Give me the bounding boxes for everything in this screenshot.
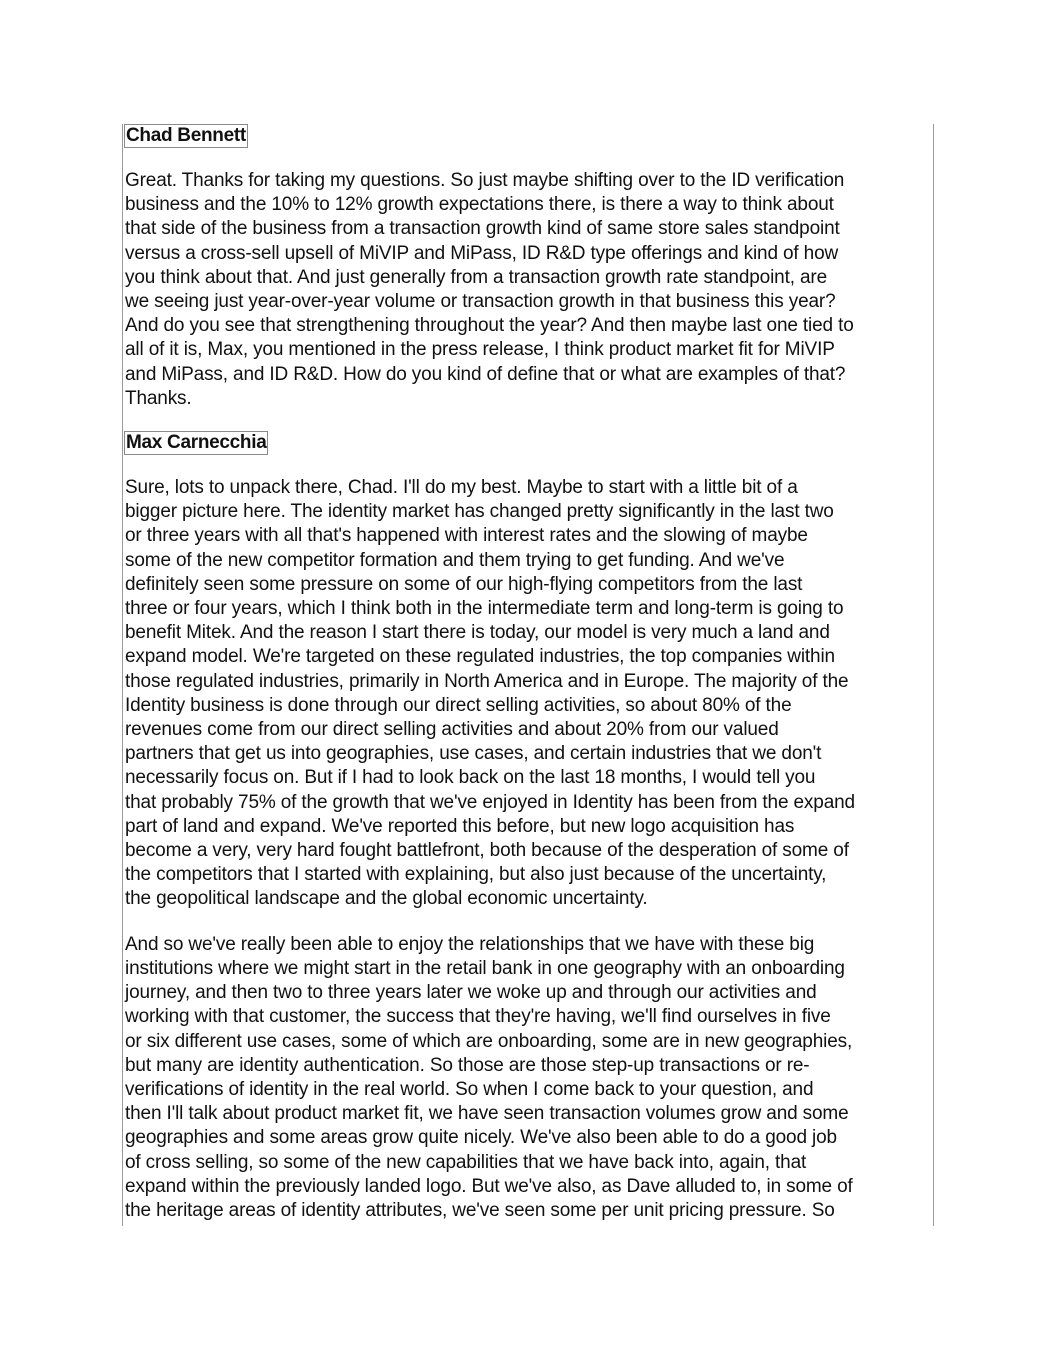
text-line: geographies and some areas grow quite nicely. We've also been able to do a good job: [125, 1127, 837, 1149]
text-line: journey, and then two to three years later we woke up and through our activities and: [125, 982, 817, 1004]
text-line: verifications of identity in the real world. So when I come back to your question, and: [125, 1078, 814, 1100]
text-line: bigger picture here. The identity market has changed pretty significantly in the last two: [125, 501, 834, 523]
text-line: but many are identity authentication. So those are those step-up transactions or re-: [125, 1054, 810, 1076]
text-line: the competitors that I started with explaining, but also just because of the uncertainty,: [125, 864, 827, 886]
text-line: of cross selling, so some of the new capabilities that we have back into, again, that: [125, 1151, 807, 1173]
text-line: the geopolitical landscape and the global economic uncertainty.: [125, 888, 648, 910]
text-line: we seeing just year-over-year volume or transaction growth in that business this year?: [125, 291, 836, 313]
text-line: partners that get us into geographies, use cases, and certain industries that we don't: [125, 743, 822, 765]
text-line: expand within the previously landed logo. But we've also, as Dave alluded to, in some of: [125, 1175, 853, 1197]
text-line: expand model. We're targeted on these regulated industries, the top companies within: [125, 646, 835, 668]
paragraph: [125, 933, 933, 1223]
text-line: some of the new competitor formation and them trying to get funding. And we've: [125, 549, 785, 571]
text-line: Great. Thanks for taking my questions. So just maybe shifting over to the ID verification: [125, 170, 845, 191]
text-line: Sure, lots to unpack there, Chad. I'll do my best. Maybe to start with a little bit of a: [125, 477, 798, 499]
text-line: institutions where we might start in the retail bank in one geography with an onboarding: [125, 957, 845, 979]
text-line: benefit Mitek. And the reason I start there is today, our model is very much a land and: [125, 622, 830, 644]
text-line: And do you see that strengthening throughout the year? And then maybe last one tied to: [125, 315, 854, 337]
text-line: versus a cross-sell upsell of MiVIP and MiPass, ID R&D type offerings and kind of how: [125, 242, 839, 264]
text-line: Thanks.: [125, 387, 192, 409]
text-line: that side of the business from a transaction growth kind of same store sales standpoint: [125, 218, 840, 240]
text-line: all of it is, Max, you mentioned in the press release, I think product market fit for MiVIP: [125, 339, 835, 361]
transcript-column: [122, 124, 934, 1226]
text-line: and MiPass, and ID R&D. How do you kind of define that or what are examples of that?: [125, 363, 846, 385]
text-line: three or four years, which I think both in the intermediate term and long-term is going to: [125, 598, 844, 620]
speaker-block: [125, 431, 933, 1223]
text-line: then I'll talk about product market fit, we have seen transaction volumes grow and some: [125, 1103, 849, 1125]
speaker-block: [125, 124, 933, 411]
text-line: or three years with all that's happened with interest rates and the slowing of maybe: [125, 525, 808, 547]
text-line: you think about that. And just generally from a transaction growth rate standpoint, are: [125, 266, 827, 288]
text-line: And so we've really been able to enjoy the relationships that we have with these big: [125, 933, 815, 955]
speaker-name: Max Carnecchia: [126, 432, 267, 454]
paragraph: [125, 476, 933, 912]
text-line: or six different use cases, some of which are onboarding, some are in new geographies,: [125, 1030, 853, 1052]
text-line: those regulated industries, primarily in North America and in Europe. The majority of the: [125, 670, 849, 692]
text-line: business and the 10% to 12% growth expectations there, is there a way to think about: [125, 194, 834, 216]
text-line: become a very, very hard fought battlefront, both because of the desperation of some of: [125, 840, 849, 862]
text-line: part of land and expand. We've reported this before, but new logo acquisition has: [125, 815, 795, 837]
text-line: working with that customer, the success that they're having, we'll find ourselves in five: [125, 1006, 831, 1028]
text-line: Identity business is done through our direct selling activities, so about 80% of the: [125, 694, 792, 716]
speaker-name: Chad Bennett: [126, 125, 246, 146]
text-line: the heritage areas of identity attributes, we've seen some per unit pricing pressure. So: [125, 1199, 835, 1221]
text-line: revenues come from our direct selling activities and about 20% from our valued: [125, 719, 779, 741]
text-line: that probably 75% of the growth that we've enjoyed in Identity has been from the expand: [125, 791, 855, 813]
text-line: definitely seen some pressure on some of our high-flying competitors from the last: [125, 573, 803, 595]
paragraph: [125, 169, 933, 411]
text-line: necessarily focus on. But if I had to look back on the last 18 months, I would tell you: [125, 767, 816, 789]
